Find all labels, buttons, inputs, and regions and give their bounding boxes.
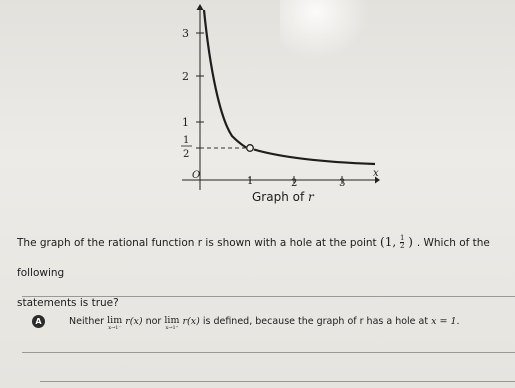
right-limit-word: lim — [164, 315, 180, 326]
point-fraction — [400, 235, 404, 250]
choice-a-tail: is defined, because the graph of r has a hole at — [202, 316, 429, 327]
choice-a-condition: x = 1. — [431, 316, 460, 327]
y-tick-label: 3 — [182, 27, 189, 40]
hole-point — [380, 235, 417, 249]
function-curve — [204, 10, 246, 148]
origin-label: O — [192, 170, 201, 181]
choice-a[interactable] — [32, 310, 512, 340]
y-half-numerator: 1 — [183, 135, 190, 146]
divider-bottom — [22, 352, 515, 353]
y-tick-label: 2 — [182, 70, 189, 83]
x-tick-label: 3 — [339, 178, 346, 189]
left-limit-function: r(x) — [125, 316, 143, 327]
left-limit-word: lim — [107, 315, 123, 326]
choice-a-nor: nor — [145, 316, 162, 327]
question-part2: . Which of the following — [17, 237, 490, 279]
choice-a-neither: Neither — [69, 316, 105, 327]
y-half-denominator: 2 — [183, 149, 190, 160]
left-limit — [107, 316, 122, 332]
point-denominator: 2 — [400, 242, 405, 250]
question-part3: statements is true? — [17, 297, 119, 309]
graph-caption — [252, 190, 314, 204]
question-text — [17, 227, 507, 318]
choice-a-text — [69, 316, 460, 332]
x-axis-label: x — [373, 168, 379, 179]
x-tick-label: 1 — [247, 176, 254, 187]
divider-top — [22, 296, 515, 297]
right-limit — [164, 316, 179, 332]
caption-function: r — [308, 190, 314, 204]
function-curve — [254, 150, 375, 165]
divider-lower — [40, 381, 515, 382]
y-axis-arrow — [197, 4, 204, 10]
point-open: (1, — [380, 235, 397, 249]
question-part1: The graph of the rational function r is shown with a hole at the point — [17, 237, 377, 249]
point-numerator: 1 — [400, 234, 405, 242]
hole-open-circle — [247, 145, 254, 152]
point-close: ) — [408, 235, 413, 249]
graph-figure — [170, 0, 380, 195]
caption-prefix: Graph of — [252, 190, 305, 204]
choice-a-radio[interactable]: A — [32, 315, 45, 328]
left-limit-subscript: x→1⁻ — [108, 325, 122, 331]
right-limit-subscript: x→1⁺ — [165, 325, 179, 331]
x-tick-label: 2 — [291, 178, 298, 189]
right-limit-function: r(x) — [182, 316, 200, 327]
y-tick-label: 1 — [182, 116, 189, 129]
